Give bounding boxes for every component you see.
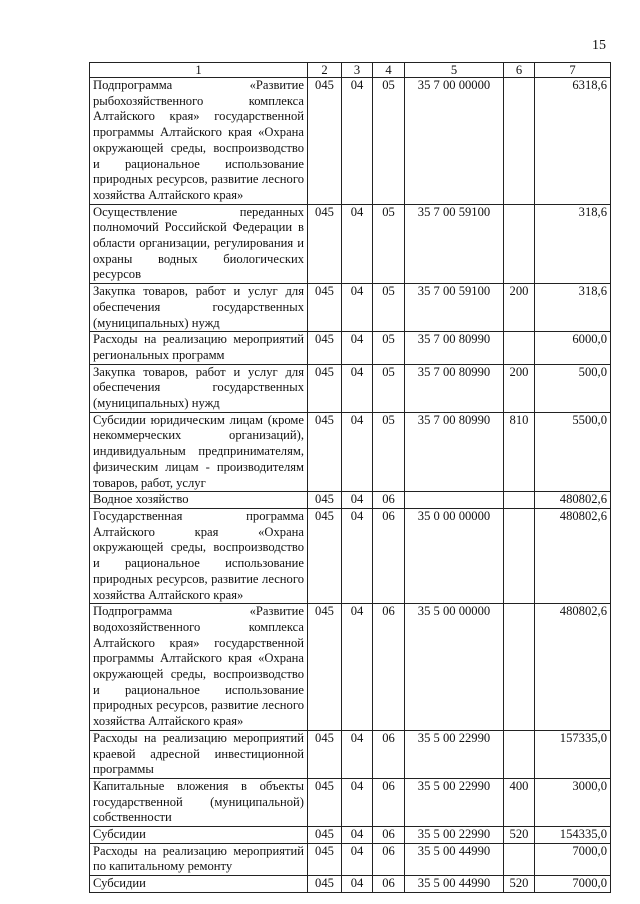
table-row <box>90 876 611 893</box>
row-rz: 04 <box>342 364 373 412</box>
row-sum: 318,6 <box>535 204 611 284</box>
row-sum: 154335,0 <box>535 827 611 844</box>
row-vr <box>504 78 535 205</box>
row-ved: 045 <box>308 364 342 412</box>
row-sum: 6000,0 <box>535 332 611 364</box>
row-pr: 05 <box>373 364 405 412</box>
row-vr: 520 <box>504 876 535 893</box>
row-sum: 6318,6 <box>535 78 611 205</box>
row-csr: 35 5 00 22990 <box>405 778 504 826</box>
table-row <box>90 827 611 844</box>
row-ved: 045 <box>308 843 342 875</box>
row-csr: 35 7 00 00000 <box>405 78 504 205</box>
row-rz: 04 <box>342 412 373 492</box>
row-pr: 05 <box>373 412 405 492</box>
row-vr <box>504 508 535 603</box>
row-ved: 045 <box>308 604 342 731</box>
table-row <box>90 78 611 205</box>
row-rz: 04 <box>342 843 373 875</box>
row-sum: 7000,0 <box>535 876 611 893</box>
row-name: Субсидии юридическим лицам (кроме некоммерческих организаций), индивидуальным предпринимателям, физическим лицам - производителям товаров, работ, услуг <box>90 412 308 492</box>
row-name: Расходы на реализацию мероприятий по капитальному ремонту <box>90 843 308 875</box>
table-row <box>90 412 611 492</box>
budget-table <box>89 62 611 893</box>
row-vr: 400 <box>504 778 535 826</box>
row-pr: 06 <box>373 876 405 893</box>
table-row <box>90 730 611 778</box>
row-vr: 520 <box>504 827 535 844</box>
row-csr: 35 7 00 80990 <box>405 364 504 412</box>
row-vr: 200 <box>504 284 535 332</box>
row-name: Субсидии <box>90 876 308 893</box>
row-pr: 05 <box>373 204 405 284</box>
table-header-row <box>90 63 611 78</box>
row-name: Расходы на реализацию мероприятий региональных программ <box>90 332 308 364</box>
row-vr <box>504 492 535 509</box>
row-csr: 35 0 00 00000 <box>405 508 504 603</box>
row-vr: 810 <box>504 412 535 492</box>
column-header-2: 2 <box>308 63 342 78</box>
row-sum: 157335,0 <box>535 730 611 778</box>
row-pr: 06 <box>373 827 405 844</box>
row-pr: 05 <box>373 284 405 332</box>
row-sum: 500,0 <box>535 364 611 412</box>
row-csr: 35 5 00 22990 <box>405 730 504 778</box>
column-header-6: 6 <box>504 63 535 78</box>
row-rz: 04 <box>342 332 373 364</box>
row-csr: 35 5 00 22990 <box>405 827 504 844</box>
row-pr: 06 <box>373 604 405 731</box>
row-pr: 06 <box>373 843 405 875</box>
row-ved: 045 <box>308 827 342 844</box>
row-rz: 04 <box>342 78 373 205</box>
table-row <box>90 284 611 332</box>
row-vr <box>504 332 535 364</box>
column-header-7: 7 <box>535 63 611 78</box>
column-header-5: 5 <box>405 63 504 78</box>
row-rz: 04 <box>342 204 373 284</box>
row-sum: 5500,0 <box>535 412 611 492</box>
row-ved: 045 <box>308 204 342 284</box>
table-row <box>90 778 611 826</box>
row-csr: 35 5 00 44990 <box>405 843 504 875</box>
row-pr: 05 <box>373 78 405 205</box>
row-csr: 35 7 00 80990 <box>405 412 504 492</box>
row-vr: 200 <box>504 364 535 412</box>
row-sum: 7000,0 <box>535 843 611 875</box>
row-name: Капитальные вложения в объекты государственной (муниципальной) собственности <box>90 778 308 826</box>
row-rz: 04 <box>342 876 373 893</box>
row-sum: 318,6 <box>535 284 611 332</box>
row-sum: 480802,6 <box>535 604 611 731</box>
row-ved: 045 <box>308 730 342 778</box>
row-name: Осуществление переданных полномочий Российской Федерации в области организации, регулирования и охраны водных биологических ресурсов <box>90 204 308 284</box>
table-row <box>90 332 611 364</box>
row-rz: 04 <box>342 827 373 844</box>
row-csr: 35 5 00 00000 <box>405 604 504 731</box>
row-ved: 045 <box>308 778 342 826</box>
row-name: Закупка товаров, работ и услуг для обеспечения государственных (муниципальных) нужд <box>90 284 308 332</box>
row-name: Расходы на реализацию мероприятий краевой адресной инвестиционной программы <box>90 730 308 778</box>
row-name: Подпрограмма «Развитие рыбохозяйственного комплекса Алтайского края» государственной программы Алтайского края «Охрана окружающей среды, воспроизводство и рациональное использование природных ресурсов, развитие лесного хозяйства Алтайского края» <box>90 78 308 205</box>
row-sum: 3000,0 <box>535 778 611 826</box>
row-name: Закупка товаров, работ и услуг для обеспечения государственных (муниципальных) нужд <box>90 364 308 412</box>
row-ved: 045 <box>308 332 342 364</box>
row-rz: 04 <box>342 284 373 332</box>
row-vr <box>504 604 535 731</box>
page-number: 15 <box>592 38 606 53</box>
row-vr <box>504 204 535 284</box>
table-row <box>90 604 611 731</box>
row-name: Водное хозяйство <box>90 492 308 509</box>
row-rz: 04 <box>342 604 373 731</box>
column-header-1: 1 <box>90 63 308 78</box>
row-pr: 06 <box>373 492 405 509</box>
row-csr: 35 5 00 44990 <box>405 876 504 893</box>
row-ved: 045 <box>308 508 342 603</box>
row-ved: 045 <box>308 876 342 893</box>
row-pr: 06 <box>373 778 405 826</box>
row-ved: 045 <box>308 284 342 332</box>
row-csr: 35 7 00 80990 <box>405 332 504 364</box>
column-header-4: 4 <box>373 63 405 78</box>
budget-table-container <box>89 62 610 893</box>
row-rz: 04 <box>342 730 373 778</box>
row-csr: 35 7 00 59100 <box>405 204 504 284</box>
row-vr <box>504 843 535 875</box>
row-name: Субсидии <box>90 827 308 844</box>
table-row <box>90 508 611 603</box>
row-vr <box>504 730 535 778</box>
row-rz: 04 <box>342 508 373 603</box>
row-pr: 06 <box>373 508 405 603</box>
column-header-3: 3 <box>342 63 373 78</box>
row-ved: 045 <box>308 78 342 205</box>
row-pr: 05 <box>373 332 405 364</box>
row-name: Подпрограмма «Развитие водохозяйственного комплекса Алтайского края» государственной программы Алтайского края «Охрана окружающей среды, воспроизводство и рациональное использование природных ресурсов, развитие лесного хозяйства Алтайского края» <box>90 604 308 731</box>
table-row <box>90 364 611 412</box>
row-ved: 045 <box>308 412 342 492</box>
row-csr <box>405 492 504 509</box>
table-row <box>90 204 611 284</box>
row-ved: 045 <box>308 492 342 509</box>
row-rz: 04 <box>342 778 373 826</box>
row-sum: 480802,6 <box>535 508 611 603</box>
row-name: Государственная программа Алтайского края «Охрана окружающей среды, воспроизводство и рациональное использование природных ресурсов, развитие лесного хозяйства Алтайского края» <box>90 508 308 603</box>
row-rz: 04 <box>342 492 373 509</box>
table-row <box>90 843 611 875</box>
row-csr: 35 7 00 59100 <box>405 284 504 332</box>
row-sum: 480802,6 <box>535 492 611 509</box>
table-row <box>90 492 611 509</box>
row-pr: 06 <box>373 730 405 778</box>
